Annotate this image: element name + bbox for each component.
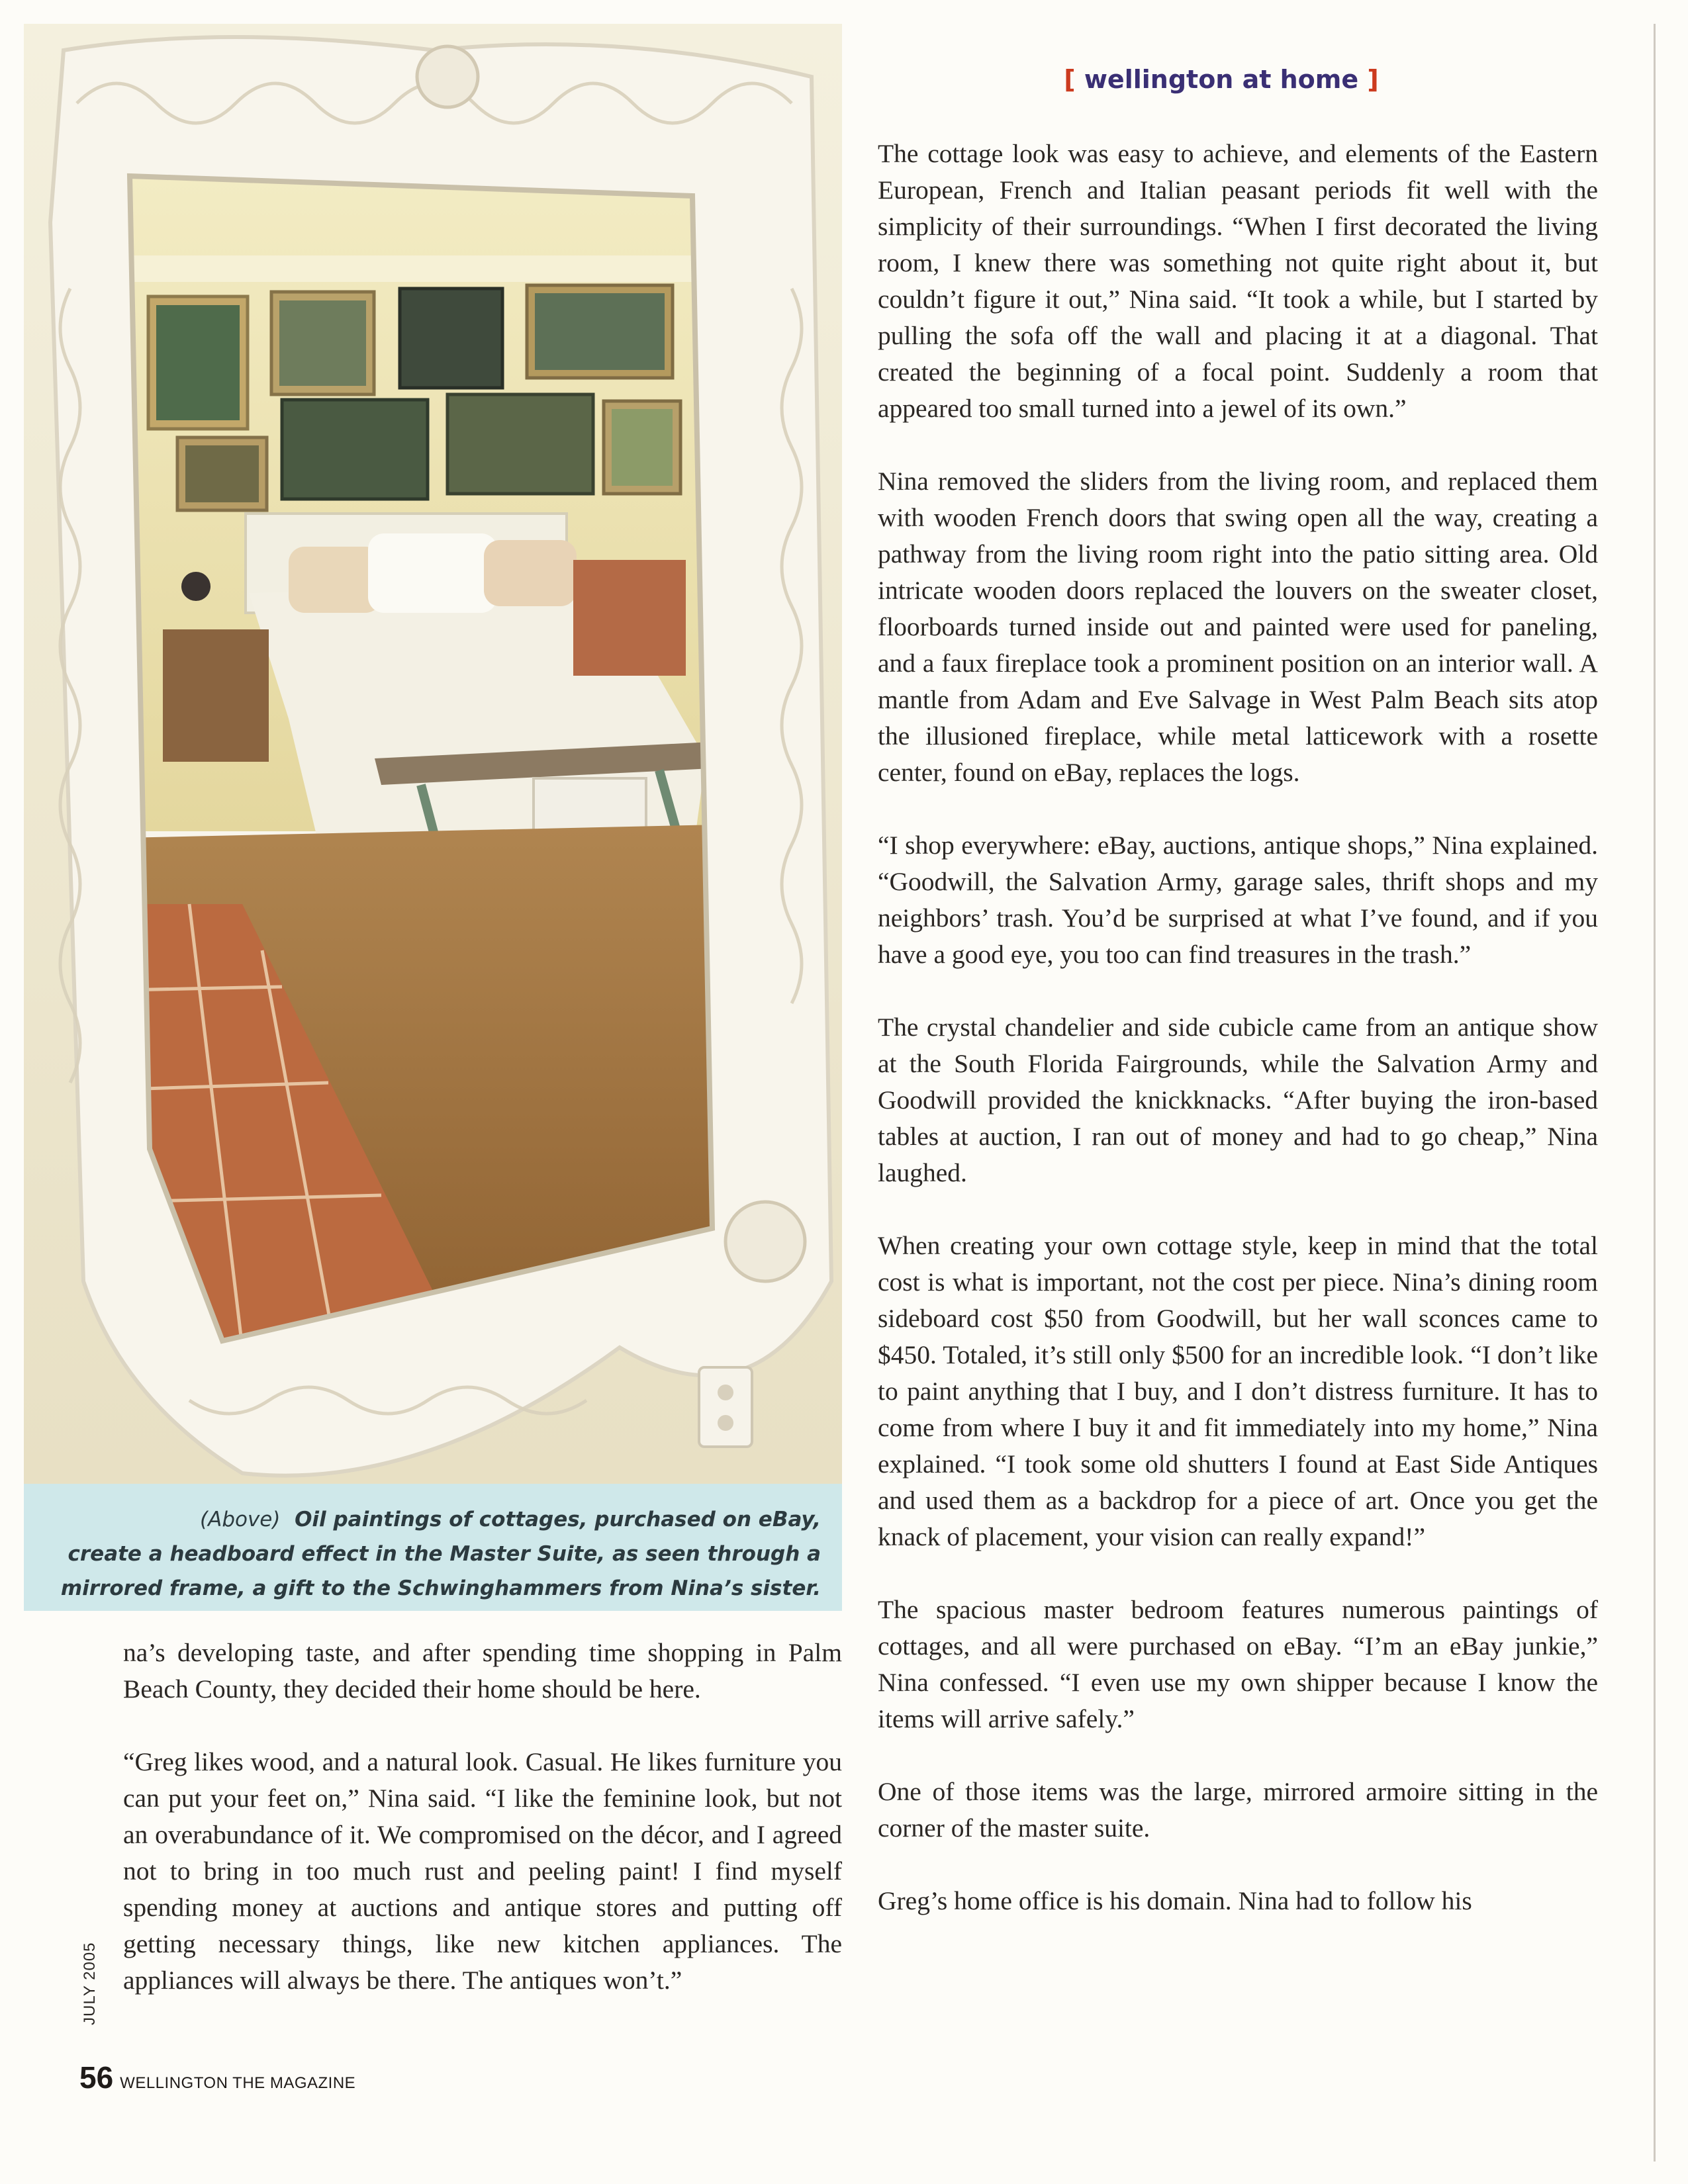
caption-line-3: mirrored frame, a gift to the Schwinghammers from Nina’s sister. — [60, 1576, 821, 1600]
wall-outlet — [699, 1367, 752, 1447]
caption-label: (Above) — [200, 1508, 281, 1531]
section-title: wellington at home — [1084, 65, 1359, 94]
magazine-name: WELLINGTON THE MAGAZINE — [120, 2074, 356, 2092]
issue-date: JULY 2005 — [81, 1942, 99, 2025]
section-tag — [841, 65, 1602, 94]
left-paragraph-2: “Greg likes wood, and a natural look. Casual. He likes furniture you can put your feet on,” Nina said. “I like the feminine look, but not an overabundance of it. We compromised on the décor, and I agreed not to bring in too much rust and peeling paint! I find myself spending money at auctions and antique stores and putting off getting necessary things, like new kitchen appliances. The appliances will always be there. The antiques won’t.” — [123, 1747, 842, 1995]
page-number: 56 — [79, 2060, 114, 2095]
caption-line-1 — [24, 1502, 821, 1537]
right-paragraph-3: “I shop everywhere: eBay, auctions, antique shops,” Nina explained. “Goodwill, the Salvation Army, garage sales, thrift shops and my neighbors’ trash. You’d be surprised at what I’ve found, and if you have a good eye, you too can find treasures in the trash.” — [878, 831, 1598, 969]
right-column — [878, 136, 1598, 1956]
photo-caption — [24, 1484, 842, 1611]
right-paragraph-1: The cottage look was easy to achieve, and elements of the Eastern European, French and Italian peasant periods fit well with the simplicity of their surroundings. “When I first decorated the living room, I knew there was something not quite right about it, but couldn’t figure it out,” Nina said. “It took a while, but I started by pulling the sofa off the wall and placing it at a diagonal. That created the beginning of a focal point. Suddenly a room that appeared too small turned into a jewel of its own.” — [878, 139, 1598, 423]
mirror-photo-illustration — [24, 24, 842, 1484]
caption-line-1-text: Oil paintings of cottages, purchased on eBay, — [295, 1508, 821, 1531]
mirror-reflection — [123, 169, 719, 1347]
left-column — [123, 1635, 842, 2035]
right-paragraph-2: Nina removed the sliders from the living room, and replaced them with wooden French doors that swing open all the way, creating a pathway from the living room right into the patio sitting area. Old intricate wooden doors replaced the louvers on the sweater closet, floorboards turned inside out and painted were used for paneling, and a faux fireplace took a prominent position on an interior wall. A mantle from Adam and Eve Salvage in West Palm Beach sits atop the illusioned fireplace, while metal latticework with a rosette center, found on eBay, replaces the logs. — [878, 467, 1598, 787]
right-paragraph-8: Greg’s home office is his domain. Nina had to follow his — [878, 1886, 1472, 1915]
left-paragraph-1: na’s developing taste, and after spending time shopping in Palm Beach County, they decided their home should be here. — [123, 1638, 842, 1704]
right-paragraph-5: When creating your own cottage style, keep in mind that the total cost is what is important, not the cost per piece. Nina’s dining room sideboard cost $50 from Goodwill, but her wall sconces came to $450. Totaled, it’s still only $500 for an incredible look. “I don’t like to paint anything that I buy, and I don’t distress furniture. It has to come from where I buy it and fit immediately into my home,” Nina explained. “I took some old shutters I found at East Side Antiques and used them as a backdrop for a piece of art. Once you get the knack of placement, your vision can really expand!” — [878, 1231, 1598, 1551]
folio — [79, 2060, 355, 2095]
right-paragraph-4: The crystal chandelier and side cubicle came from an antique show at the South Florida Fairgrounds, while the Salvation Army and Goodwill provided the knickknacks. “After buying the iron-based tables at auction, I ran out of money and had to go cheap,” Nina laughed. — [878, 1013, 1598, 1187]
caption-line-2: create a headboard effect in the Master Suite, as seen through a — [68, 1542, 821, 1566]
section-bracket-close: ] — [1367, 65, 1379, 94]
right-paragraph-7: One of those items was the large, mirrored armoire sitting in the corner of the master suite. — [878, 1777, 1598, 1843]
mirror-photo — [24, 24, 842, 1484]
section-bracket-open: [ — [1064, 65, 1076, 94]
page-edge-line — [1654, 24, 1656, 2161]
right-paragraph-6: The spacious master bedroom features numerous paintings of cottages, and all were purchased on eBay. “I’m an eBay junkie,” Nina confessed. “I even use my own shipper because I know the items will arrive safely.” — [878, 1595, 1598, 1733]
